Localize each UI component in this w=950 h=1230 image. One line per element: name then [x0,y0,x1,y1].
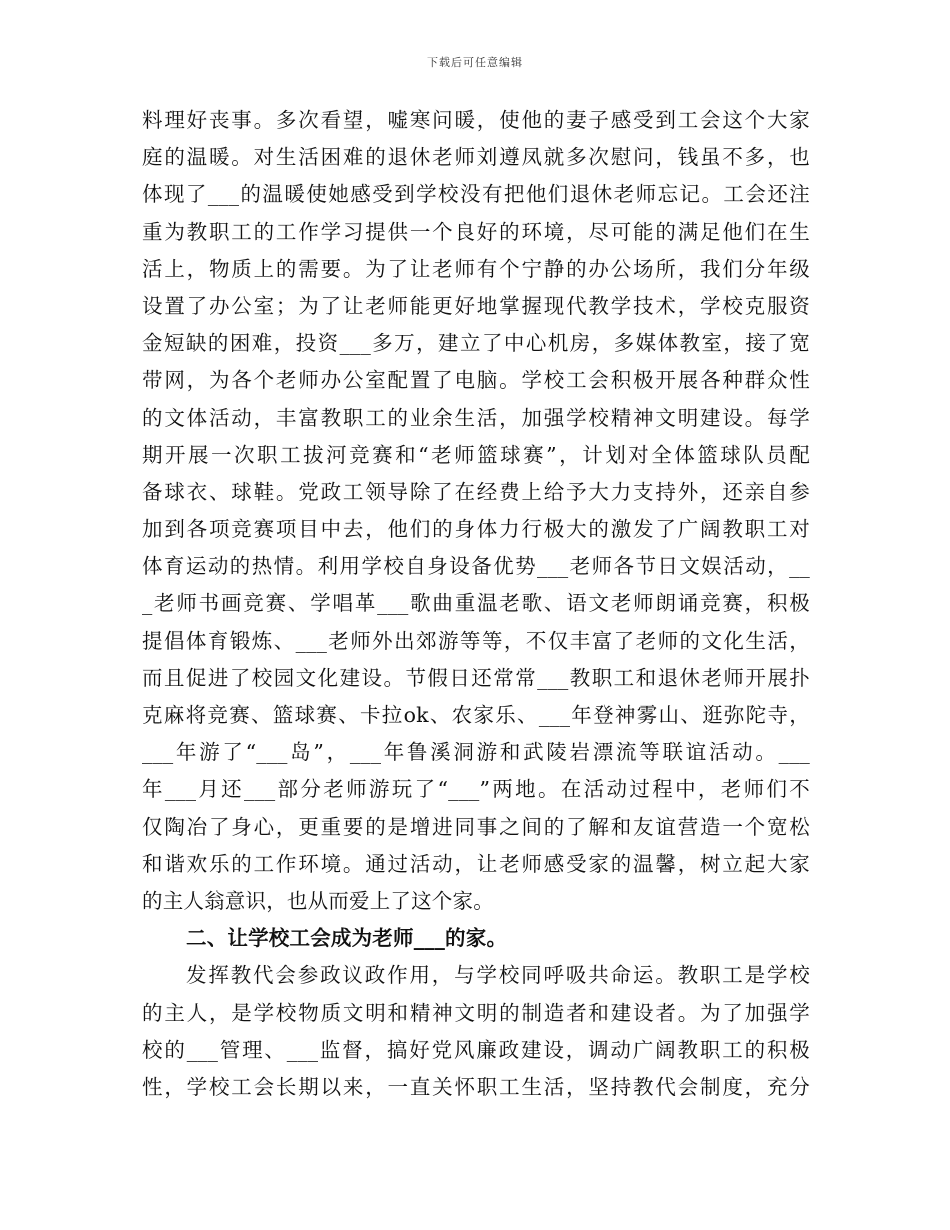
text-line: 的主人翁意识，也从而爱上了这个家。 [142,888,494,913]
text-line: 重为教职工的工作学习提供一个良好的环境，尽可能的满足他们在生 [142,219,810,244]
text-line: 期开展一次职工拔河竞赛和“老师篮球赛”，计划对全体篮球队员配 [142,442,810,467]
text-line: 活上，物质上的需要。为了让老师有个宁静的办公场所，我们分年级 [142,256,810,281]
text-line: 加到各项竞赛项目中去，他们的身体力行极大的激发了广阔教职工对 [142,517,810,542]
text-line: 的文体活动，丰富教职工的业余生活，加强学校精神文明建设。每学 [142,405,810,430]
text-line: 体育运动的热情。利用学校自身设备优势___老师各节日文娱活动，__ [142,554,810,579]
text-line: _老师书画竞赛、学唱革___歌曲重温老歌、语文老师朗诵竞赛，积极 [142,591,810,616]
text-line: 年___月还___部分老师游玩了“___”两地。在活动过程中，老师们不 [142,777,810,802]
text-line: 带网，为各个老师办公室配置了电脑。学校工会积极开展各种群众性 [142,368,810,393]
text-line: 体现了___的温暖使她感受到学校没有把他们退休老师忘记。工会还注 [142,182,810,207]
text-line: 金短缺的困难，投资___多万，建立了中心机房，多媒体教室，接了宽 [142,331,810,356]
page-header: 下载后可任意编辑 [427,56,523,69]
text-line: 克麻将竞赛、篮球赛、卡拉ok、农家乐、___年登神雾山、逛弥陀寺， [142,703,810,727]
text-line: 的主人，是学校物质文明和精神文明的制造者和建设者。为了加强学 [142,1000,810,1025]
text-line: 设置了办公室；为了让老师能更好地掌握现代教学技术，学校克服资 [142,293,810,318]
text-line: 庭的温暖。对生活困难的退休老师刘遵凤就多次慰问，钱虽不多，也 [142,145,810,170]
text-line: 仅陶冶了身心，更重要的是增进同事之间的了解和友谊营造一个宽松 [142,814,810,839]
document-body [142,102,810,1106]
text-line: 料理好丧事。多次看望，嘘寒问暖，使他的妻子感受到工会这个大家 [142,108,810,132]
text-line: ___年游了“___岛”，___年鲁溪洞游和武陵岩漂流等联谊活动。___ [142,740,810,765]
text-line: 校的___管理、___监督，搞好党风廉政建设，调动广阔教职工的积极 [142,1037,810,1062]
text-line: 提倡体育锻炼、___老师外出郊游等等，不仅丰富了老师的文化生活， [142,628,810,653]
text-line: 性，学校工会长期以来，一直关怀职工生活，坚持教代会制度，充分 [142,1074,810,1099]
text-line: 而且促进了校园文化建设。节假日还常常___教职工和退休老师开展扑 [142,665,810,690]
section-heading: 二、让学校工会成为老师___的家。 [186,926,508,951]
text-line: 备球衣、球鞋。党政工领导除了在经费上给予大力支持外，还亲自参 [142,479,810,504]
text-line: 发挥教代会参政议政作用，与学校同呼吸共命运。教职工是学校 [186,963,810,988]
text-line: 和谐欢乐的工作环境。通过活动，让老师感受家的温馨，树立起大家 [142,851,810,876]
